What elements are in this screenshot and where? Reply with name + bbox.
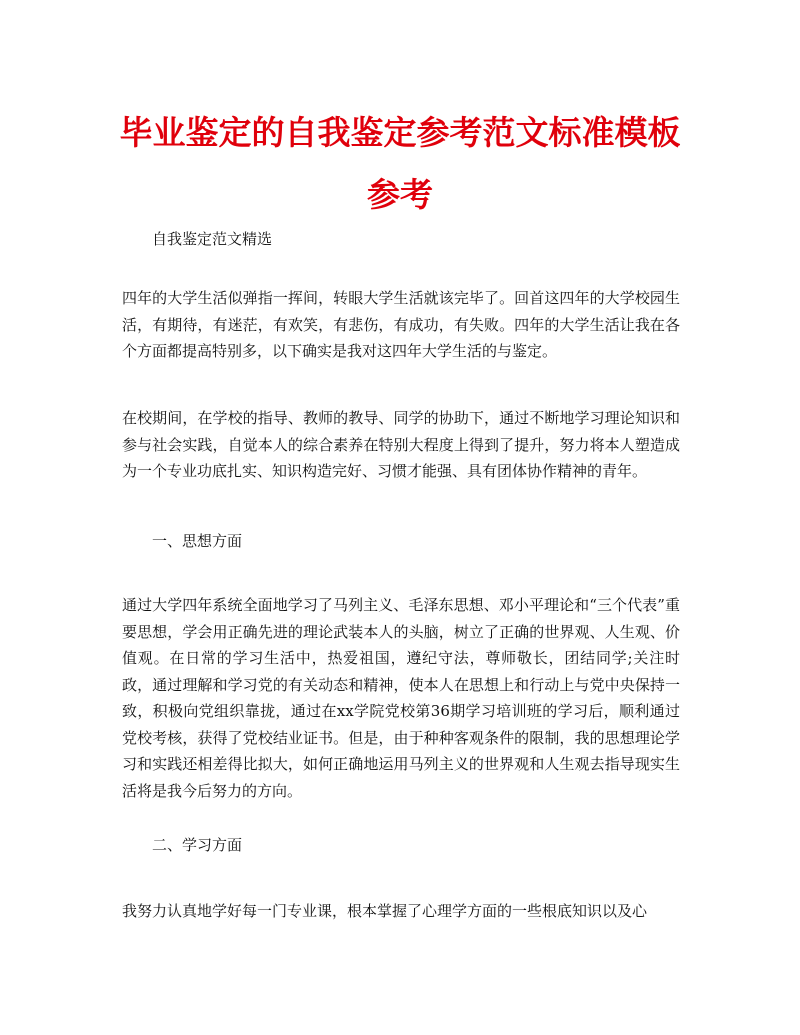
paragraph-overview: 四年的大学生活似弹指一挥间，转眼大学生活就该完毕了。回首这四年的大学校园生活，有期待，有迷茫，有欢笑，有悲伤，有成功，有失败。四年的大学生活让我在各个方面都提高特别多，以下确实是我对这四年大学生活的与鉴定。: [122, 289, 680, 360]
paragraph-study: 我努力认真地学好每一门专业课，根本掌握了心理学方面的一些根底知识以及心: [122, 902, 648, 920]
paragraph-thought: 通过大学四年系统全面地学习了马列主义、毛泽东思想、邓小平理论和“三个代表”重要思想，学会用正确先进的理论武装本人的头脑，树立了正确的世界观、人生观、价值观。在日常的学习生活中，热爱祖国，遵纪守法，尊师敬长，团结同学;关注时政，通过理解和学习党的有关动态和精神，使本人在思想上和行动上与党中央保持一致，积极向党组织靠拢，通过在xx学院党校第36期学习培训班的学习后，顺利通过党校考核，获得了党校结业证书。但是，由于种种客观条件的限制，我的思想理论学习和实践还相差得比拟大，如何正确地运用马列主义的世界观和人生观去指导现实生活将是我今后努力的方向。: [122, 596, 680, 800]
section-heading-study: 二、学习方面: [152, 836, 243, 854]
intro-heading: 自我鉴定范文精选: [152, 230, 273, 248]
document-title: 毕业鉴定的自我鉴定参考范文标准模板参考: [119, 113, 681, 214]
section-heading-thought: 一、思想方面: [152, 532, 243, 550]
paragraph-school-period: 在校期间，在学校的指导、教师的教导、同学的协助下，通过不断地学习理论知识和参与社会实践，自觉本人的综合素养在特别大程度上得到了提升，努力将本人塑造成为一个专业功底扎实、知识构造完好、习惯才能强、具有团体协作精神的青年。: [122, 409, 680, 480]
